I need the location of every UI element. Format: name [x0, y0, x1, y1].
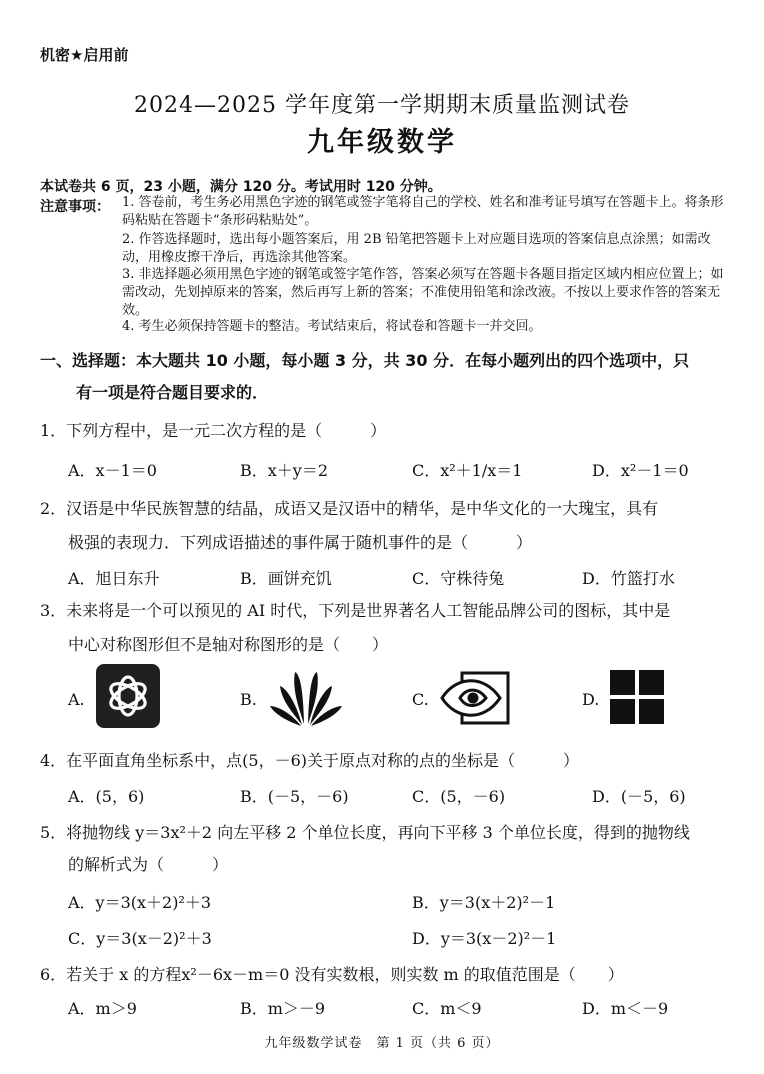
question-2-stem-cont: 极强的表现力．下列成语描述的事件属于随机事件的是（ ） — [68, 533, 533, 552]
question-3-option-b: B. — [240, 690, 257, 709]
question-3-option-a: A. — [68, 690, 85, 709]
question-1-option-a: A．x－1＝0 — [68, 461, 157, 480]
question-3-option-d: D. — [582, 690, 600, 709]
openai-logo-icon — [96, 664, 160, 728]
exam-intro: 本试卷共 6 页，23 小题，满分 120 分。考试用时 120 分钟。 — [40, 179, 442, 195]
question-5-option-c: C．y＝3(x－2)²＋3 — [68, 929, 212, 948]
question-5-option-b: B．y＝3(x＋2)²－1 — [412, 893, 556, 912]
question-1-option-b: B．x＋y＝2 — [240, 461, 329, 480]
question-4-option-c: C．(5，－6) — [412, 787, 506, 806]
question-6-option-a: A．m＞9 — [68, 999, 137, 1018]
confidential-label: 机密★启用前 — [40, 46, 129, 64]
section-heading: 一、选择题：本大题共 10 小题，每小题 3 分，共 30 分．在每小题列出的四个选项中，只 — [40, 351, 690, 370]
question-1-option-c: C．x²＋1/x＝1 — [412, 461, 523, 480]
question-3-option-c: C. — [412, 690, 429, 709]
question-4-stem: 4．在平面直角坐标系中，点(5，－6)关于原点对称的点的坐标是（ ） — [40, 751, 580, 770]
note-item: 4. 考生必须保持答题卡的整洁。考试结束后，将试卷和答题卡一并交回。 — [122, 319, 542, 334]
note-item: 2. 作答选择题时，选出每小题答案后，用 2B 铅笔把答题卡上对应题目选项的答案信息点涂黑；如需改动，用橡皮擦干净后，再选涂其他答案。 — [122, 232, 711, 265]
question-1-option-d: D．x²－1＝0 — [592, 461, 689, 480]
exam-title: 2024—2025 学年度第一学期期末质量监测试卷 — [134, 93, 630, 118]
question-2-option-d: D．竹篮打水 — [582, 569, 675, 588]
question-4-option-d: D．(－5，6) — [592, 787, 686, 806]
question-5-stem: 5．将抛物线 y＝3x²＋2 向左平移 2 个单位长度，再向下平移 3 个单位长度，得到的抛物线 — [40, 823, 690, 842]
section-heading-cont: 有一项是符合题目要求的． — [76, 383, 269, 402]
notes-label: 注意事项： — [40, 199, 110, 215]
question-3-stem: 3．未来将是一个可以预见的 AI 时代，下列是世界著名人工智能品牌公司的图标，其中是 — [40, 601, 671, 620]
question-6-option-c: C．m＜9 — [412, 999, 482, 1018]
huawei-logo-icon — [268, 666, 344, 728]
question-6-stem: 6．若关于 x 的方程x²－6x－m＝0 没有实数根，则实数 m 的取值范围是（ ） — [40, 965, 624, 984]
page-footer: 九年级数学试卷 第 1 页（共 6 页） — [264, 1036, 500, 1051]
question-4-option-a: A．(5，6) — [68, 787, 145, 806]
question-5-option-a: A．y＝3(x＋2)²＋3 — [68, 893, 212, 912]
question-2-option-a: A．旭日东升 — [68, 569, 160, 588]
question-3-stem-cont: 中心对称图形但不是轴对称图形的是（ ） — [68, 635, 389, 654]
windows-logo-icon — [610, 670, 664, 724]
question-2-option-b: B．画饼充饥 — [240, 569, 332, 588]
question-6-option-d: D．m＜－9 — [582, 999, 669, 1018]
question-2-option-c: C．守株待兔 — [412, 569, 505, 588]
nvidia-logo-icon — [438, 670, 512, 726]
note-item: 3. 非选择题必须用黑色字迹的钢笔或签字笔作答，答案必须写在答题卡各题目指定区域内相应位置上；如需改动，先划掉原来的答案，然后再写上新的答案；不准使用铅笔和涂改液。不按以上要求作答的答案无效。 — [122, 267, 724, 318]
question-4-option-b: B．(－5，－6) — [240, 787, 349, 806]
question-5-option-d: D．y＝3(x－2)²－1 — [412, 929, 557, 948]
note-item: 1. 答卷前，考生务必用黑色字迹的钢笔或签字笔将自己的学校、姓名和准考证号填写在答题卡上。将条形码粘贴在答题卡“条形码粘贴处”。 — [122, 195, 724, 228]
question-1-stem: 1．下列方程中，是一元二次方程的是（ ） — [40, 421, 387, 440]
question-6-option-b: B．m＞－9 — [240, 999, 326, 1018]
exam-subject: 九年级数学 — [307, 127, 457, 158]
question-5-stem-cont: 的解析式为（ ） — [68, 855, 229, 874]
question-2-stem: 2．汉语是中华民族智慧的结晶，成语又是汉语中的精华，是中华文化的一大瑰宝，具有 — [40, 499, 659, 518]
